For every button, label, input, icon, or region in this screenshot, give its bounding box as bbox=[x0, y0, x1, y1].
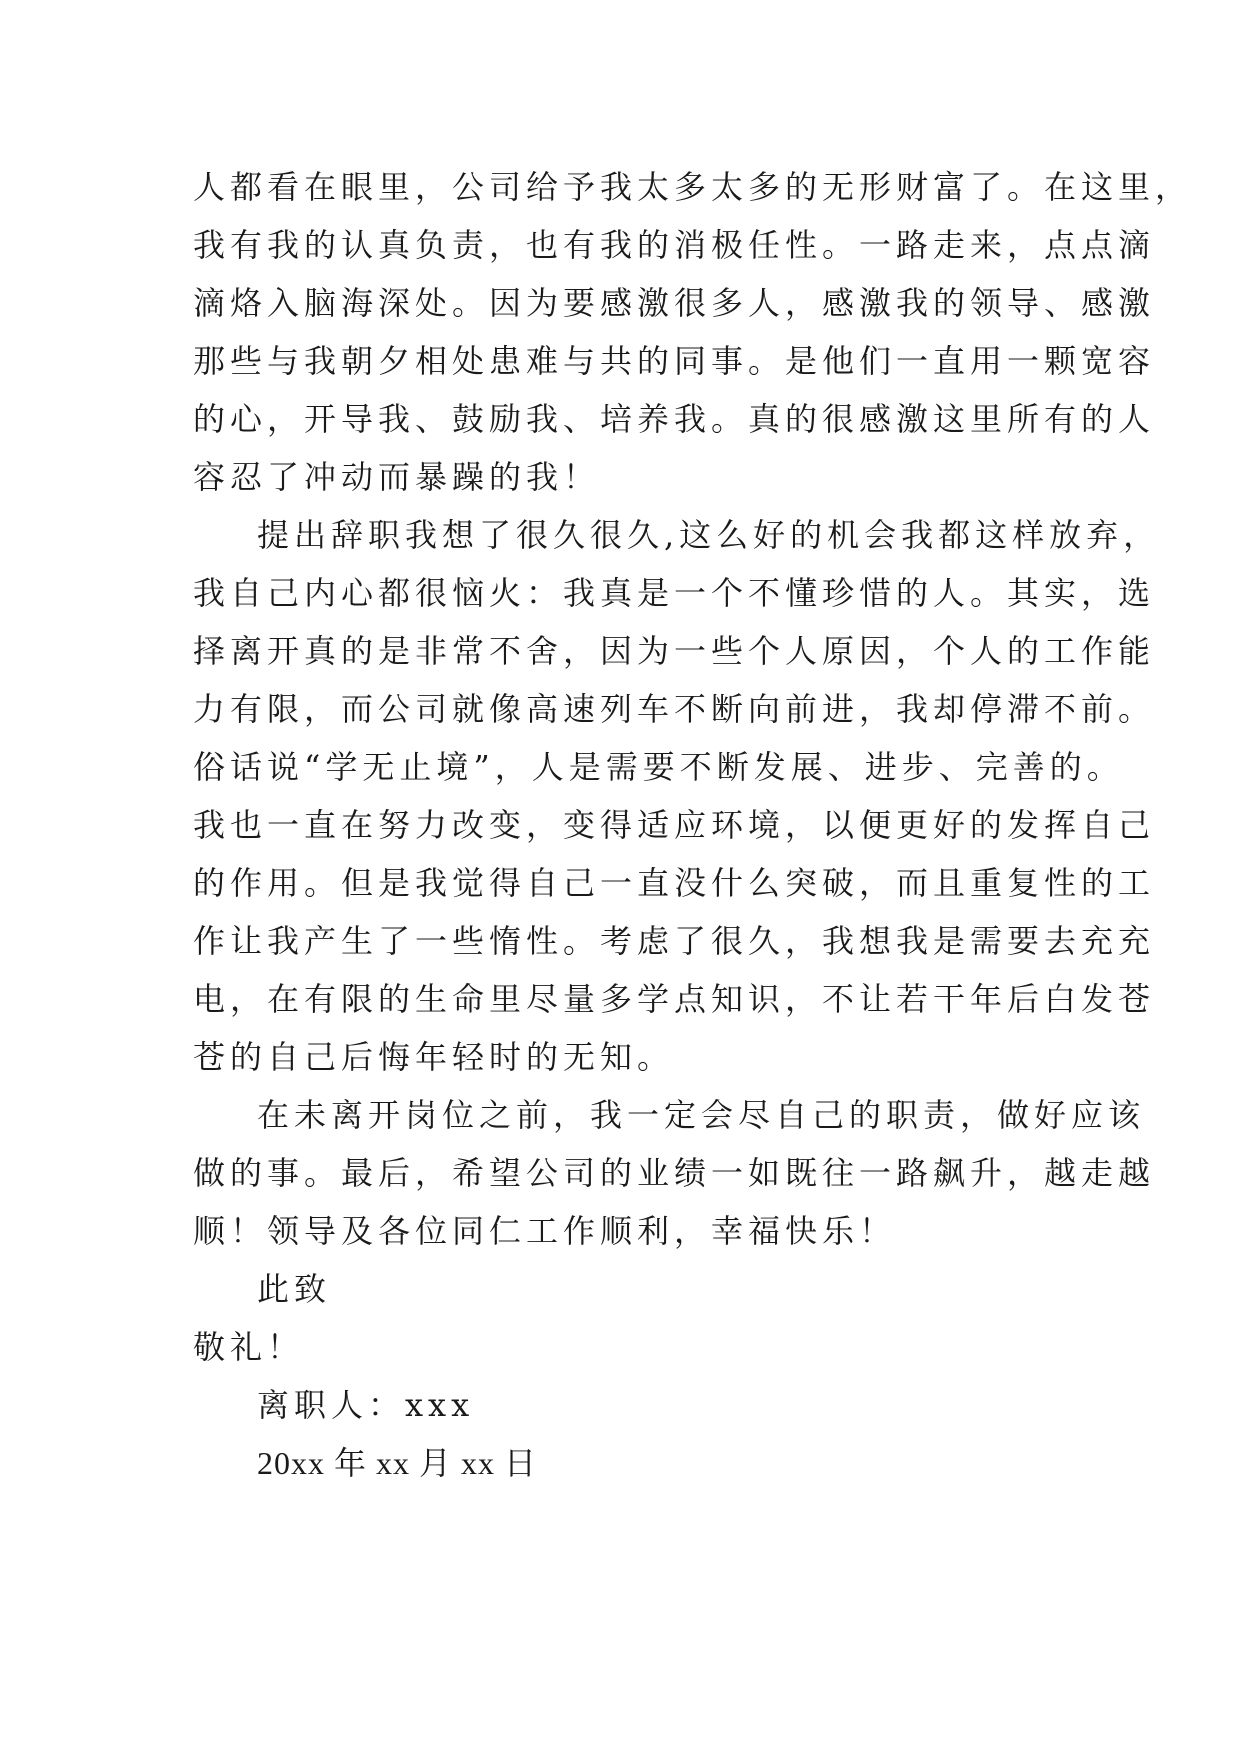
date-line: 20xx 年 xx 月 xx 日 bbox=[257, 1445, 538, 1481]
paragraph-line: 苍的自己后悔年轻时的无知。 bbox=[193, 1038, 675, 1076]
paragraph-line: 的心，开导我、鼓励我、培养我。真的很感激这里所有的人 bbox=[193, 400, 1156, 438]
paragraph-line: 我有我的认真负责，也有我的消极任性。一路走来，点点滴 bbox=[193, 226, 1156, 264]
signature-line: 离职人：xxx bbox=[257, 1386, 475, 1424]
paragraph-line: 容忍了冲动而暴躁的我！ bbox=[193, 458, 601, 496]
paragraph-line: 我也一直在努力改变，变得适应环境，以便更好的发挥自己 bbox=[193, 806, 1156, 844]
closing-line: 此致 bbox=[257, 1270, 332, 1308]
paragraph-line: 电，在有限的生命里尽量多学点知识，不让若干年后白发苍 bbox=[193, 980, 1156, 1018]
paragraph-line: 的作用。但是我觉得自己一直没什么突破，而且重复性的工 bbox=[193, 864, 1156, 902]
paragraph-line: 俗话说“学无止境”，人是需要不断发展、进步、完善的。 bbox=[193, 748, 1124, 786]
paragraph-line: 力有限，而公司就像高速列车不断向前进，我却停滞不前。 bbox=[193, 690, 1156, 728]
paragraph-line: 作让我产生了一些惰性。考虑了很久，我想我是需要去充充 bbox=[193, 922, 1156, 960]
paragraph-line: 顺！领导及各位同仁工作顺利，幸福快乐！ bbox=[193, 1212, 897, 1250]
paragraph-line: 做的事。最后，希望公司的业绩一如既往一路飙升，越走越 bbox=[193, 1154, 1156, 1192]
paragraph-line: 我自己内心都很恼火：我真是一个不懂珍惜的人。其实，选 bbox=[193, 574, 1156, 612]
paragraph-line: 提出辞职我想了很久很久,这么好的机会我都这样放弃， bbox=[257, 516, 1161, 554]
salutation-line: 敬礼！ bbox=[193, 1328, 305, 1366]
letter-body bbox=[193, 158, 1193, 1492]
paragraph-line: 那些与我朝夕相处患难与共的同事。是他们一直用一颗宽容 bbox=[193, 342, 1156, 380]
paragraph-line: 人都看在眼里，公司给予我太多太多的无形财富了。在这里， bbox=[193, 168, 1193, 206]
paragraph-line: 在未离开岗位之前，我一定会尽自己的职责，做好应该 bbox=[257, 1096, 1146, 1134]
paragraph-line: 择离开真的是非常不舍，因为一些个人原因，个人的工作能 bbox=[193, 632, 1156, 670]
paragraph-line: 滴烙入脑海深处。因为要感激很多人，感激我的领导、感激 bbox=[193, 284, 1156, 322]
